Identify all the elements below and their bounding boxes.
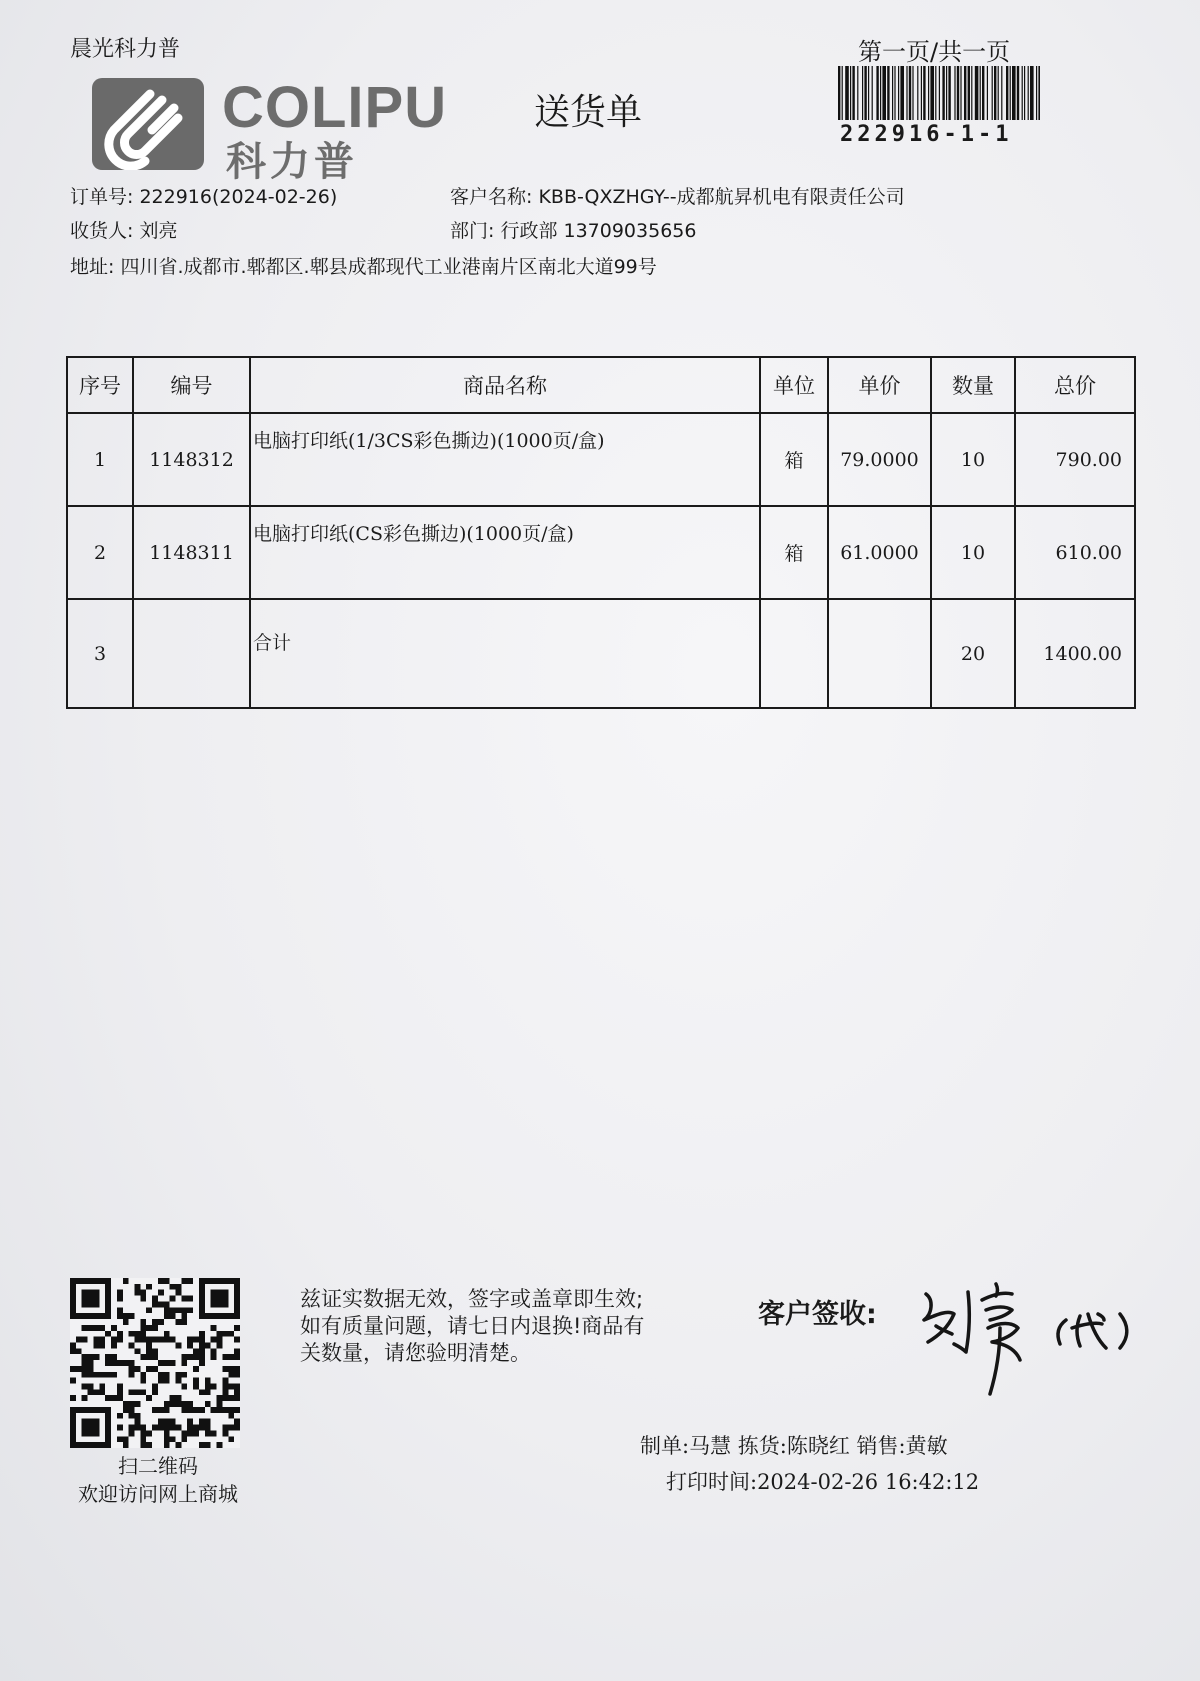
- cell-name: 电脑打印纸(CS彩色撕边)(1000页/盒): [250, 506, 760, 599]
- qr-caption-line-2: 欢迎访问网上商城: [78, 1482, 238, 1506]
- qr-code-icon: [70, 1278, 240, 1448]
- order-number: [70, 182, 337, 209]
- order-number-value: 222916(2024-02-26): [139, 186, 338, 208]
- cell-seq: 2: [67, 506, 133, 599]
- customer-signature-label: 客户签收:: [758, 1299, 877, 1330]
- header-name: 商品名称: [250, 357, 760, 413]
- notice-line-3: 关数量，请您验明清楚。: [300, 1341, 531, 1365]
- cell-price: 79.0000: [828, 413, 931, 506]
- header-seq: 序号: [67, 357, 133, 413]
- receiver: [70, 216, 177, 243]
- order-number-label: 订单号:: [70, 186, 134, 208]
- brand-name-cn: 科力普: [226, 139, 358, 185]
- cell-code: [133, 599, 250, 708]
- cell-code: 1148311: [133, 506, 250, 599]
- cell-total: 1400.00: [1015, 599, 1135, 708]
- department-value: 行政部 13709035656: [500, 220, 697, 242]
- cell-seq: 3: [67, 599, 133, 708]
- cell-unit: [760, 599, 828, 708]
- cell-total: 790.00: [1015, 413, 1135, 506]
- cell-price: 61.0000: [828, 506, 931, 599]
- cell-seq: 1: [67, 413, 133, 506]
- department-label: 部门:: [450, 220, 495, 242]
- receiver-label: 收货人:: [70, 220, 134, 242]
- handwritten-signature: [908, 1270, 1168, 1400]
- barcode-number: 222916-1-1: [840, 122, 1013, 147]
- brand-name-en: COLIPU: [222, 75, 448, 140]
- qr-caption: [58, 1452, 258, 1508]
- table-row: [67, 413, 1135, 506]
- cell-price: [828, 599, 931, 708]
- address-value: 四川省.成都市.郫都区.郫县成都现代工业港南片区南北大道99号: [120, 256, 657, 278]
- qr-caption-line-1: 扫二维码: [118, 1454, 198, 1478]
- print-time: 打印时间:2024-02-26 16:42:12: [666, 1470, 980, 1494]
- cell-code: 1148312: [133, 413, 250, 506]
- table-header-row: [67, 357, 1135, 413]
- notice-text: [300, 1286, 720, 1367]
- receiver-value: 刘亮: [139, 220, 178, 242]
- department: [450, 216, 696, 243]
- cell-name: 电脑打印纸(1/3CS彩色撕边)(1000页/盒): [250, 413, 760, 506]
- customer-name: [450, 182, 905, 209]
- cell-total: 610.00: [1015, 506, 1135, 599]
- document-title: 送货单: [534, 92, 643, 133]
- staff-info: 制单:马慧 拣货:陈晓红 销售:黄敏: [640, 1434, 948, 1458]
- notice-line-1: 兹证实数据无效，签字或盖章即生效;: [300, 1287, 644, 1311]
- cell-unit: 箱: [760, 506, 828, 599]
- table-row-total: [67, 599, 1135, 708]
- cell-unit: 箱: [760, 413, 828, 506]
- header-unit: 单位: [760, 357, 828, 413]
- barcode: [838, 66, 1040, 120]
- header-price: 单价: [828, 357, 931, 413]
- header-code: 编号: [133, 357, 250, 413]
- customer-name-value: KBB-QXZHGY--成都航昇机电有限责任公司: [538, 186, 905, 208]
- colipu-logo-icon: [92, 78, 204, 170]
- page-indicator: 第一页/共一页: [858, 38, 1011, 66]
- header-total: 总价: [1015, 357, 1135, 413]
- cell-qty: 10: [931, 506, 1015, 599]
- cell-qty: 20: [931, 599, 1015, 708]
- cell-qty: 10: [931, 413, 1015, 506]
- notice-line-2: 如有质量问题，请七日内退换!商品有: [300, 1314, 645, 1338]
- cell-name: 合计: [250, 599, 760, 708]
- items-table: [66, 356, 1136, 709]
- customer-name-label: 客户名称:: [450, 186, 533, 208]
- address-label: 地址:: [70, 256, 115, 278]
- table-row: [67, 506, 1135, 599]
- company-name: 晨光科力普: [70, 37, 181, 62]
- header-qty: 数量: [931, 357, 1015, 413]
- address: [70, 252, 657, 279]
